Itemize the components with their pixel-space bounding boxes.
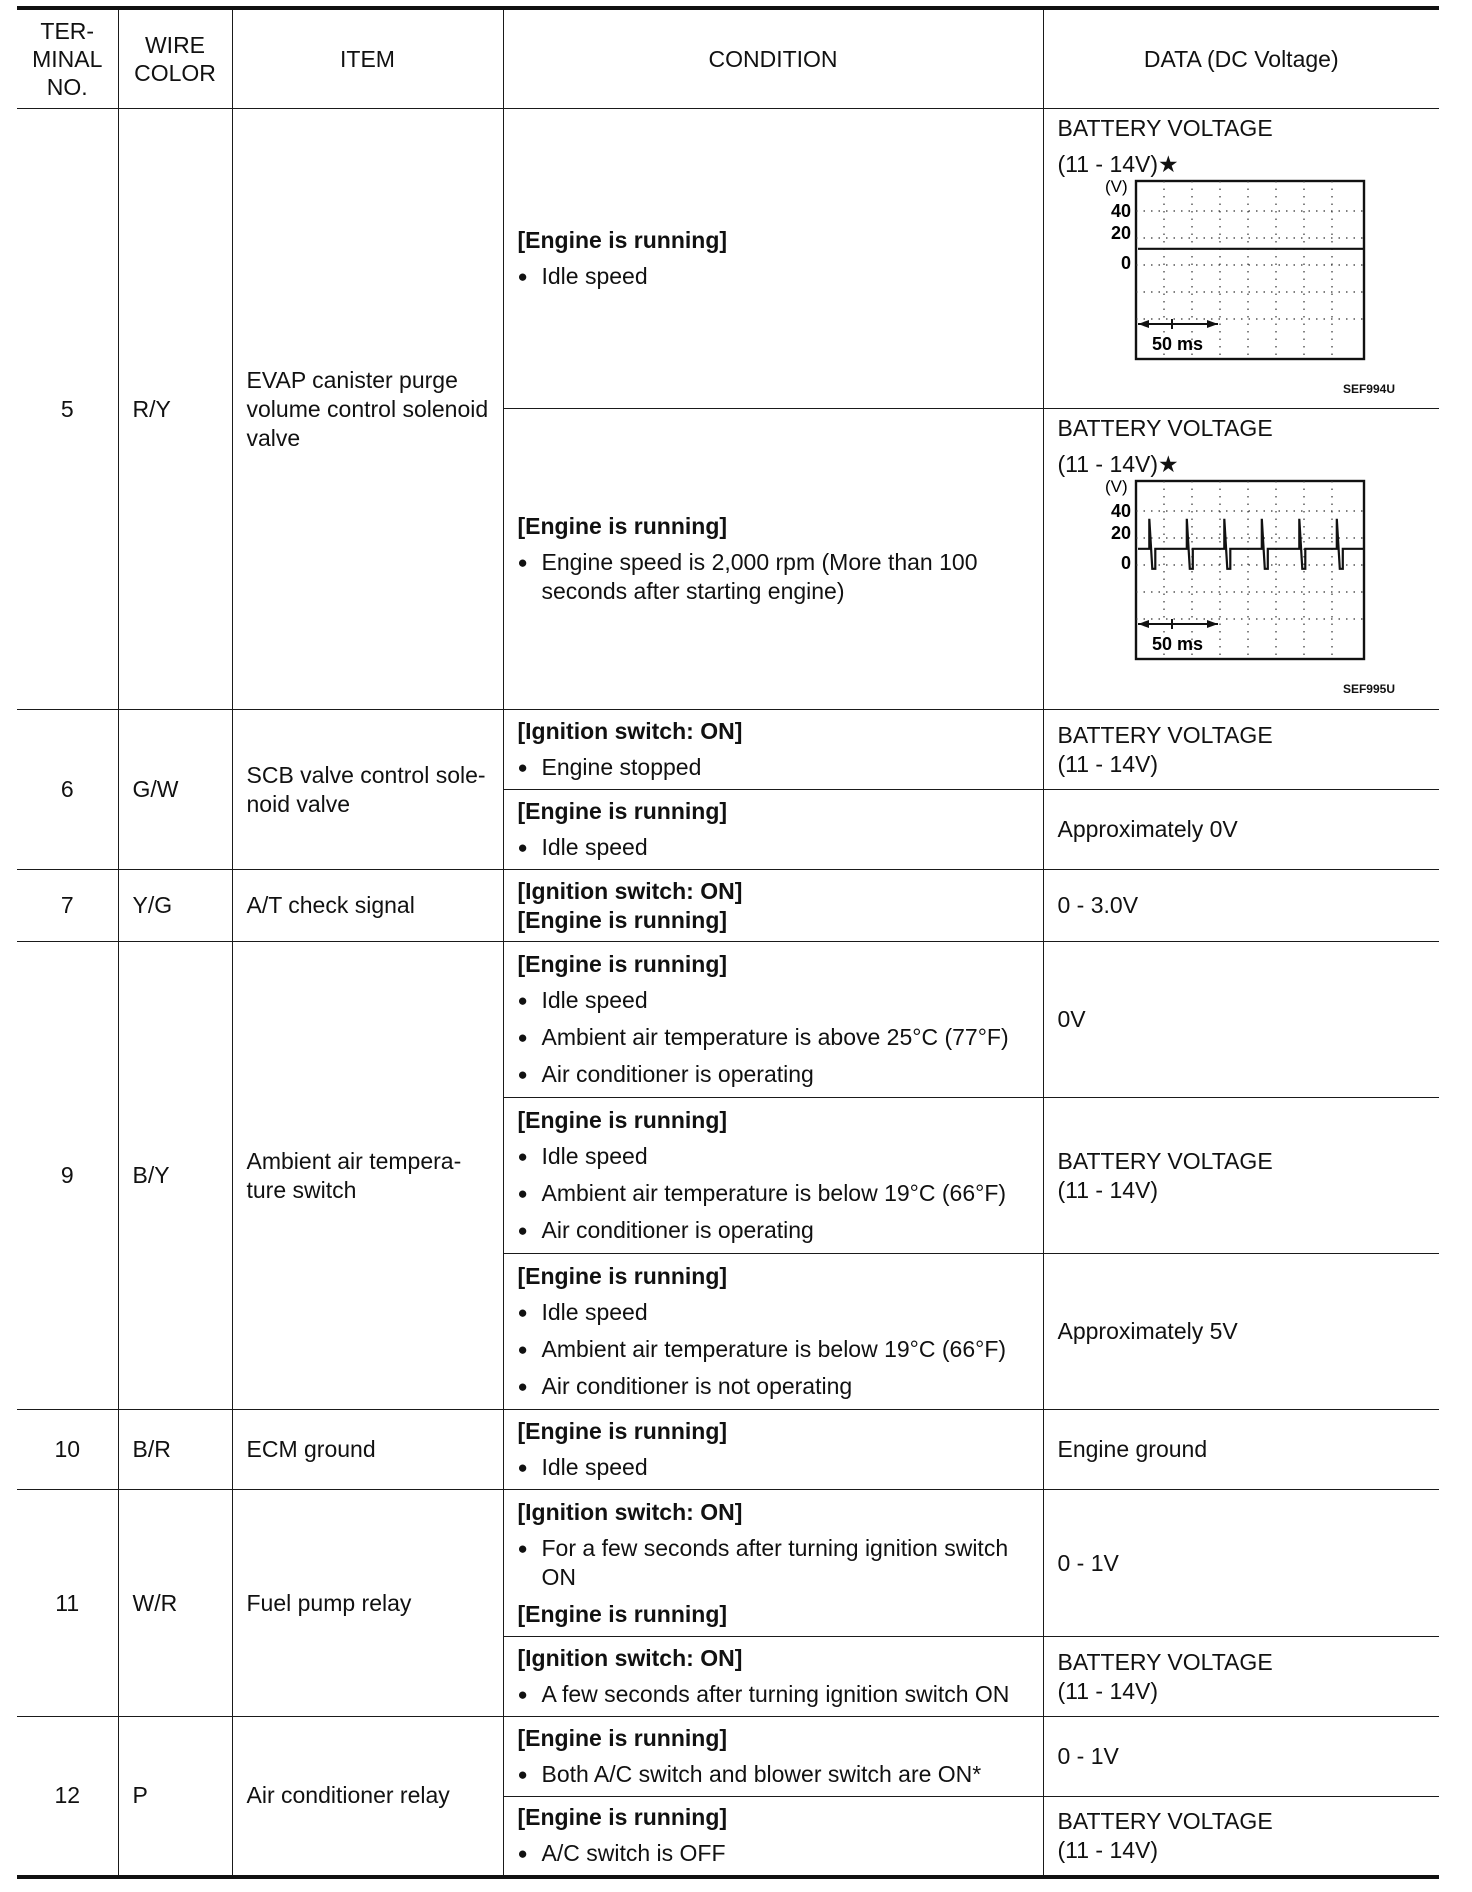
condition-bullet: ● Air conditioner is not operating (518, 1372, 1029, 1401)
item-name: ECM ground (232, 1410, 503, 1490)
condition-bullet: ● Idle speed (518, 262, 1029, 291)
y-tick-label: 0 (1120, 553, 1131, 573)
data-value: 0 - 1V (1043, 1490, 1439, 1637)
header-data: DATA (DC Voltage) (1043, 8, 1439, 109)
wire-color: W/R (118, 1490, 232, 1717)
table-header-row (17, 8, 1439, 109)
data-value: BATTERY VOLTAGE (11 - 14V) (1043, 710, 1439, 790)
data-value: BATTERY VOLTAGE (1057, 415, 1273, 441)
condition-cell (503, 790, 1043, 870)
terminal-number: 7 (17, 870, 118, 942)
table-row (17, 109, 1439, 409)
item-name: Ambient air tempera- ture switch (232, 942, 503, 1410)
oscilloscope-chart (1058, 179, 1418, 379)
figure-code: SEF994U (1342, 382, 1395, 396)
data-value: Approximately 0V (1043, 790, 1439, 870)
condition-bullet: ● Air conditioner is operating (518, 1060, 1029, 1089)
y-tick-label: 0 (1120, 253, 1131, 273)
time-scale-arrowhead-left (1138, 320, 1149, 328)
table-row (17, 1410, 1439, 1490)
terminal-number: 6 (17, 710, 118, 870)
header-terminal: TER- MINAL NO. (17, 8, 118, 109)
condition-bullet: ● A/C switch is OFF (518, 1839, 1029, 1868)
condition-label: [Engine is running] (517, 513, 728, 539)
condition-bullet: ● A few seconds after turning ignition switch ON (518, 1680, 1029, 1709)
condition-cell (503, 109, 1043, 409)
condition-label: [Ignition switch: ON] (517, 1645, 743, 1671)
condition-bullet: ● Both A/C switch and blower switch are ON* (518, 1760, 1029, 1789)
data-value: BATTERY VOLTAGE (1057, 115, 1273, 141)
y-tick-label: 20 (1110, 223, 1131, 243)
condition-cell (503, 1717, 1043, 1797)
header-condition: CONDITION (503, 8, 1043, 109)
condition-bullet: ● Ambient air temperature is below 19°C (66°F) (518, 1179, 1029, 1208)
condition-bullet: ● Engine speed is 2,000 rpm (More than 100 seconds after starting engine) (518, 548, 1029, 606)
time-scale-label: 50 ms (1151, 334, 1203, 354)
condition-label: [Engine is running] (517, 1600, 728, 1627)
scope-frame (1136, 181, 1364, 359)
condition-label: [Ignition switch: ON] (517, 718, 743, 744)
condition-cell (503, 1410, 1043, 1490)
condition-cell (503, 409, 1043, 710)
condition-cell (503, 1637, 1043, 1717)
terminal-number: 10 (17, 1410, 118, 1490)
table-row (17, 1490, 1439, 1637)
condition-bullet: ● Idle speed (518, 986, 1029, 1015)
condition-label: [Engine is running] (517, 1725, 728, 1751)
oscilloscope-chart (1058, 479, 1418, 679)
condition-bullet: ● For a few seconds after turning ignition switch ON (518, 1534, 1029, 1592)
condition-label: [Engine is running] (517, 1107, 728, 1133)
wire-color: B/Y (118, 942, 232, 1410)
terminal-number: 12 (17, 1717, 118, 1877)
data-value: 0 - 1V (1043, 1717, 1439, 1797)
data-range: (11 - 14V)★ (1057, 151, 1179, 177)
wire-color: Y/G (118, 870, 232, 942)
condition-bullet: ● Ambient air temperature is below 19°C (66°F) (518, 1335, 1029, 1364)
condition-cell (503, 1797, 1043, 1877)
scope-grid (1136, 481, 1364, 659)
condition-cell (503, 1254, 1043, 1410)
condition-label: [Ignition switch: ON] (517, 1498, 743, 1525)
condition-cell (503, 942, 1043, 1098)
condition-bullet: ● Idle speed (518, 1298, 1029, 1327)
table-row (17, 710, 1439, 790)
data-value: BATTERY VOLTAGE (11 - 14V) (1043, 1637, 1439, 1717)
data-value: Approximately 5V (1043, 1254, 1439, 1410)
wire-color: P (118, 1717, 232, 1877)
condition-cell (503, 1490, 1043, 1637)
y-tick-label: 40 (1110, 201, 1131, 221)
data-value: Engine ground (1043, 1410, 1439, 1490)
terminal-number: 11 (17, 1490, 118, 1717)
time-scale-label: 50 ms (1151, 634, 1203, 654)
condition-label: [Engine is running] (517, 951, 728, 977)
condition-label: [Engine is running] (517, 798, 728, 824)
condition-cell (503, 1098, 1043, 1254)
condition-bullet: ● Ambient air temperature is above 25°C (77°F) (518, 1023, 1029, 1052)
time-scale-arrowhead-right (1207, 320, 1218, 328)
condition-label: [Engine is running] (517, 1263, 728, 1289)
table-row (17, 942, 1439, 1098)
condition-label: [Engine is running] (517, 1418, 728, 1444)
wire-color: B/R (118, 1410, 232, 1490)
condition-label: [Engine is running] (517, 1804, 728, 1831)
data-value: BATTERY VOLTAGE (11 - 14V) (1043, 1797, 1439, 1877)
figure-code: SEF995U (1342, 682, 1395, 696)
condition-bullet: ● Idle speed (518, 833, 1029, 862)
condition-label: [Ignition switch: ON] [Engine is running] (503, 870, 1043, 942)
data-cell (1043, 409, 1439, 710)
data-value: 0V (1043, 942, 1439, 1098)
item-name: Air conditioner relay (232, 1717, 503, 1877)
data-value: BATTERY VOLTAGE (11 - 14V) (1043, 1098, 1439, 1254)
scope-waveform (1138, 519, 1363, 569)
terminal-data-table (17, 6, 1439, 1879)
condition-bullet: ● Idle speed (518, 1453, 1029, 1482)
time-scale-arrowhead-right (1207, 620, 1218, 628)
terminal-number: 5 (17, 109, 118, 710)
header-wire-color: WIRE COLOR (118, 8, 232, 109)
header-item: ITEM (232, 8, 503, 109)
condition-cell (503, 710, 1043, 790)
scope-unit-label: (V) (1104, 179, 1128, 196)
y-tick-label: 20 (1110, 523, 1131, 543)
terminal-number: 9 (17, 942, 118, 1410)
data-value: 0 - 3.0V (1043, 870, 1439, 942)
scope-frame (1136, 481, 1364, 659)
scope-grid (1136, 181, 1364, 359)
item-name: EVAP canister purge volume control solenoid valve (232, 109, 503, 710)
data-cell (1043, 109, 1439, 409)
data-range: (11 - 14V)★ (1057, 451, 1179, 477)
table-row (17, 870, 1439, 942)
time-scale-arrowhead-left (1138, 620, 1149, 628)
wire-color: G/W (118, 710, 232, 870)
item-name: Fuel pump relay (232, 1490, 503, 1717)
scope-unit-label: (V) (1104, 479, 1128, 496)
table-row (17, 1717, 1439, 1797)
item-name: A/T check signal (232, 870, 503, 942)
condition-bullet: ● Air conditioner is operating (518, 1216, 1029, 1245)
condition-bullet: ● Engine stopped (518, 753, 1029, 782)
condition-bullet: ● Idle speed (518, 1142, 1029, 1171)
condition-label: [Engine is running] (517, 227, 728, 253)
wire-color: R/Y (118, 109, 232, 710)
item-name: SCB valve control sole- noid valve (232, 710, 503, 870)
y-tick-label: 40 (1110, 501, 1131, 521)
